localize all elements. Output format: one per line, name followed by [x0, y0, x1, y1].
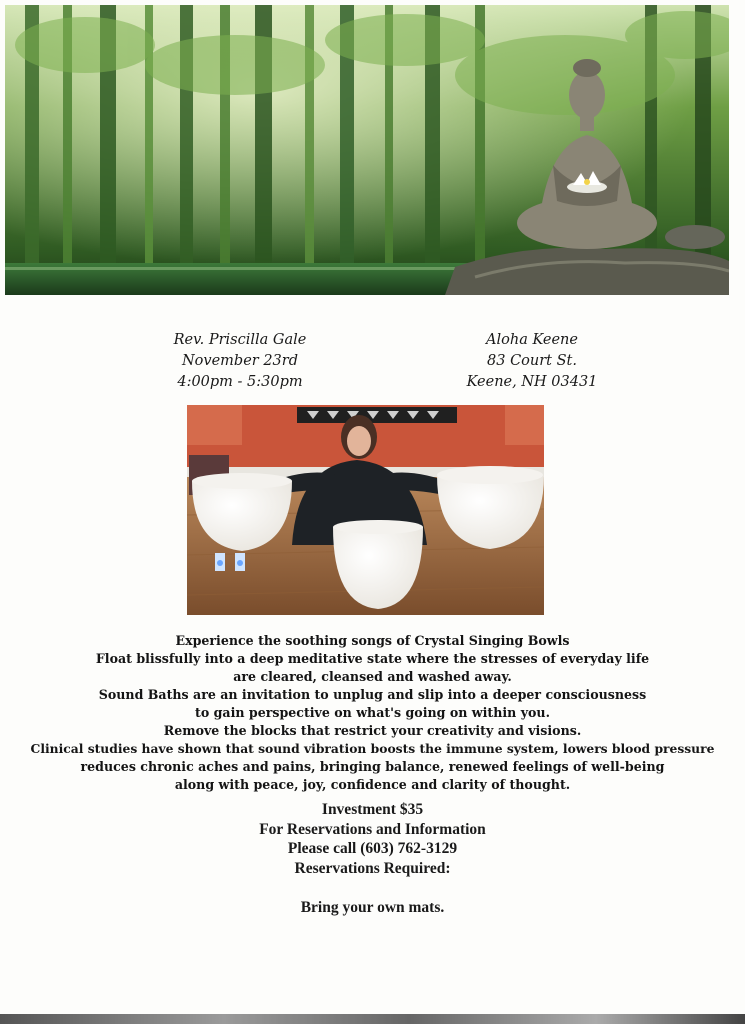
event-time: 4:00pm - 5:30pm [177, 374, 303, 390]
phone-number: Please call (603) 762-3129 [287, 840, 458, 857]
description-line: Sound Baths are an invitation to unplug and slip into a deeper consciousness [98, 687, 647, 702]
singing-bowls-photo-icon [187, 405, 544, 615]
description-line: Experience the soothing songs of Crystal Singing Bowls [175, 633, 570, 648]
description-line: to gain perspective on what's going on within you. [195, 705, 550, 720]
buddha-statue-bamboo-icon [5, 5, 729, 295]
event-photo [187, 405, 544, 615]
venue-details [412, 330, 652, 393]
event-description [0, 632, 745, 794]
banner-image [5, 5, 729, 295]
scan-edge [0, 1014, 745, 1024]
venue-street: 83 Court St. [487, 353, 577, 369]
reservations-info-heading: For Reservations and Information [259, 820, 486, 838]
venue-name: Aloha Keene [486, 332, 578, 348]
description-line: along with peace, joy, confidence and clarity of thought. [174, 777, 571, 792]
description-line: are cleared, cleansed and washed away. [233, 669, 512, 684]
reservations-required: Reservations Required: [294, 859, 451, 877]
reservation-info [0, 800, 745, 918]
host-name: Rev. Priscilla Gale [173, 332, 307, 348]
description-line: Remove the blocks that restrict your creativity and visions. [163, 723, 582, 738]
event-date: November 23rd [181, 353, 298, 369]
description-line: Float blissfully into a deep meditative state where the stresses of everyday life [95, 651, 650, 666]
bring-mats-note: Bring your own mats. [300, 899, 445, 916]
host-details [120, 330, 360, 393]
description-line: Clinical studies have shown that sound vibration boosts the immune system, lowers blood pressure [30, 741, 715, 756]
investment-price: Investment $35 [321, 801, 424, 818]
description-line: reduces chronic aches and pains, bringing balance, renewed feelings of well-being [80, 759, 665, 774]
venue-city: Keene, NH 03431 [466, 374, 598, 390]
